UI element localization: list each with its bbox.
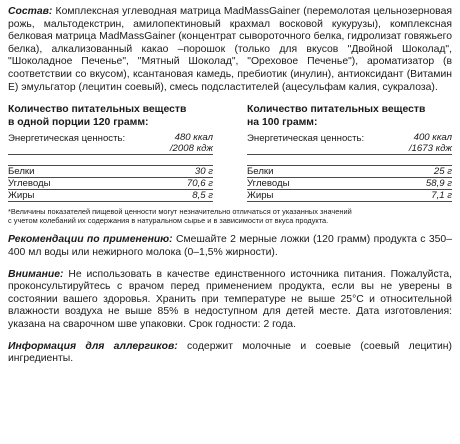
energy-kcal: 400 ккал (413, 132, 452, 144)
nutrient-row-fat: Жиры 7,1 г (247, 190, 452, 202)
warning-label: Внимание: (8, 268, 64, 280)
nutrition-table-title: Количество питательных веществ в одной порции 120 грамм: (8, 104, 187, 128)
table-spacer-row (8, 155, 213, 166)
energy-values (170, 132, 213, 154)
nutrient-row-carbs: Углеводы 58,9 г (247, 178, 452, 190)
nutrient-row-carbs: Углеводы 70,6 г (8, 178, 213, 190)
energy-values (409, 132, 452, 154)
nutrient-row-protein: Белки 30 г (8, 166, 213, 178)
recommendations-label: Рекомендации по применению: (8, 234, 173, 246)
recommendations-paragraph (8, 234, 452, 259)
energy-row (8, 132, 213, 155)
warning-text: Не использовать в качестве единственного источника питания. Пожалуйста, проконсультируйтесь с врачом перед применением продукта, если вы не уверены в состоянии вашего здоровья. Хранить при температуре не выше 25°С и относительной влажности воздуха не выше 85% в недоступном для детей месте. Дата изготовления: указана на сварочном шве упаковки. Срок годности: 2 года. (8, 268, 452, 330)
nutrient-row-fat: Жиры 8,5 г (8, 190, 213, 202)
recommendations-text: Смешайте 2 мерные ложки (120 грамм) продукта с 350–400 мл воды или нежирного молока (0–1,5% жирности). (8, 234, 452, 258)
allergens-paragraph (8, 341, 452, 366)
composition-paragraph (8, 6, 452, 94)
energy-row (247, 132, 452, 155)
composition-label: Состав: (8, 6, 53, 17)
energy-kcal: 480 ккал (174, 132, 213, 144)
warning-paragraph (8, 269, 452, 332)
nutrition-table-per-100g (247, 104, 452, 202)
nutrient-row-protein: Белки 25 г (247, 166, 452, 178)
nutrition-table-per-serving (8, 104, 213, 202)
nutrition-tables (8, 104, 452, 202)
nutrition-footnote: *Величины показателей пищевой ценности могут незначительно отличаться от указанных значений с учетом колебаний их содержания в натуральном сырье и в зависимости от вкуса продукта. (8, 207, 352, 226)
energy-kj: /2008 кдж (169, 143, 213, 155)
energy-label: Энергетическая ценность: (247, 133, 365, 145)
nutrition-table-title: Количество питательных веществ на 100 грамм: (247, 104, 426, 128)
allergens-text: содержит молочные и соевые (соевый лецитин) ингредиенты. (8, 340, 452, 365)
composition-text: Комплексная углеводная матрица MadMassGainer (перемолотая цельнозерновая рожь, мальтодекстрин, амилопектиновый крахмал восковой кукурузы), комплексная белковая матрица MadMassGainer (концентрат сывороточного белка, гидролизат говяжьего белка), алкализованный какао –порошок (только для вкусов "Двойной Шоколад", "Шоколадное Печенье", "Мятный Шоколад", "Ореховое Печенье"), ароматизатор (в соответствии со вкусом), ксантановая камедь, пребиотик (инулин), антиоксидант (Витамин Е) эмульгатор (лецитин соевый), смесь подсластителей (ацесульфам калия, сукралоза). (8, 6, 452, 93)
energy-kj: /1673 кдж (408, 143, 452, 155)
energy-label: Энергетическая ценность: (8, 133, 126, 145)
table-spacer-row (247, 155, 452, 166)
allergens-label: Информация для аллергиков: (8, 340, 178, 352)
